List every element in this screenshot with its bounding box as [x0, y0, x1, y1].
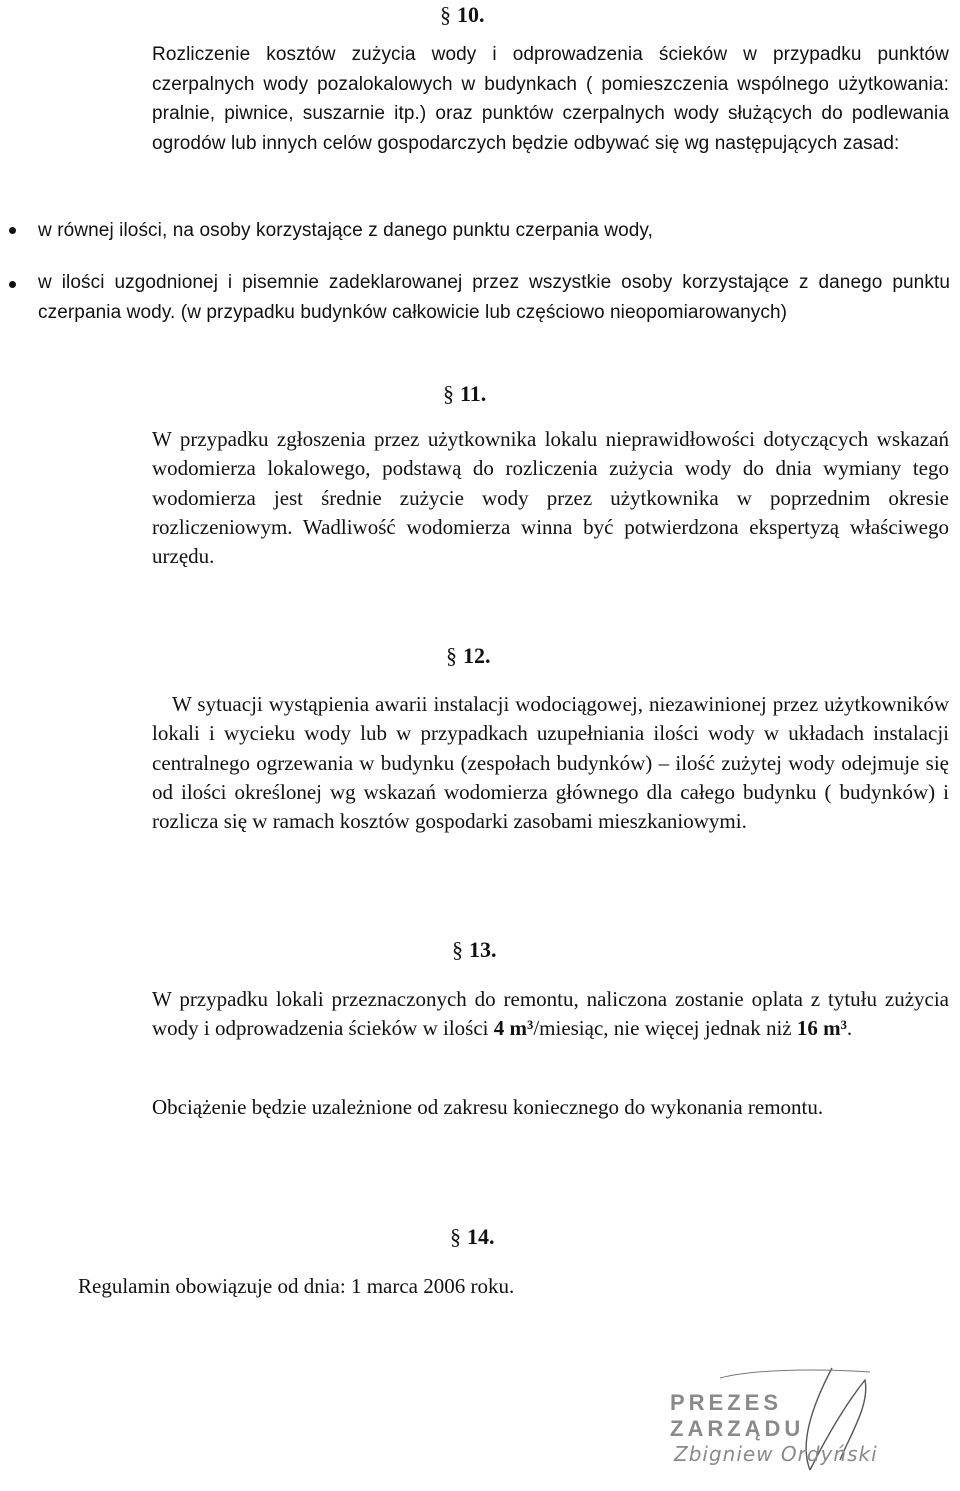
section-number: 11.	[460, 381, 487, 406]
section-12-text: W sytuacji wystąpienia awarii instalacji wodociągowej, niezawinionej przez użytkowników lokali i wycieku wody lub w przypadkach uzupełniania ilości wody w układach instalacji centralnego ogrzewania w budynku (zespołach budynków) – ilość zużytej wody odejmuje się od ilości określonej wg wskazań wodomierza głównego dla całego budynku ( budynków) i rozlicza się w ramach kosztów gospodarki zasobami mieszkaniowymi.	[152, 692, 949, 834]
section-symbol: §	[450, 1224, 461, 1249]
text-run: W przypadku lokali przeznaczonych do remontu, naliczona zostanie oplata z tytułu zużycia wody i odprowadzenia ścieków w ilości	[152, 987, 949, 1041]
text-run: .	[846, 1016, 853, 1041]
section-10-heading	[440, 3, 485, 27]
stamp-name: Zbigniew Ordyński	[674, 1442, 878, 1466]
bold-amount-max: 16 m³	[796, 1016, 847, 1041]
section-14-heading	[450, 1225, 495, 1249]
signature-stamp	[660, 1350, 920, 1480]
bullet-dot	[9, 281, 16, 288]
section-13-text-1	[152, 985, 949, 1044]
section-number: 10.	[457, 2, 485, 27]
section-12-heading	[446, 644, 491, 668]
section-10-bullet-2: w ilości uzgodnionej i pisemnie zadeklarowanej przez wszystkie osoby korzystające z danego punktu czerpania wody. (w przypadku budynków całkowicie lub częściowo nieopomiarowanych)	[38, 272, 950, 323]
section-10-intro: Rozliczenie kosztów zużycia wody i odprowadzenia ścieków w przypadku punktów czerpalnych wody pozalokalowych w budynkach ( pomieszczenia wspólnego użytkowania: pralnie, piwnice, suszarnie itp.) oraz punktów czerpalnych wody służących do podlewania ogrodów lub innych celów gospodarczych będzie odbywać się wg następujących zasad:	[152, 44, 949, 154]
section-symbol: §	[443, 381, 454, 406]
section-13-text-2: Obciążenie będzie uzależnione od zakresu koniecznego do wykonania remontu.	[152, 1095, 824, 1119]
section-symbol: §	[446, 643, 457, 668]
section-symbol: §	[440, 2, 451, 27]
section-number: 12.	[463, 643, 491, 668]
section-symbol: §	[452, 937, 463, 962]
section-14-text: Regulamin obowiązuje od dnia: 1 marca 2006 roku.	[78, 1274, 515, 1298]
bold-amount-monthly: 4 m³	[493, 1016, 534, 1041]
section-11-heading	[443, 382, 486, 406]
section-number: 13.	[469, 937, 497, 962]
section-13-heading	[452, 938, 497, 962]
section-number: 14.	[467, 1224, 495, 1249]
bullet-dot	[9, 227, 16, 234]
section-11-text: W przypadku zgłoszenia przez użytkownika lokalu nieprawidłowości dotyczących wskazań wodomierza lokalowego, podstawą do rozliczenia zużycia wody do dnia wymiany tego wodomierza jest średnie zużycie wody przez użytkownika w poprzednim okresie rozliczeniowym. Wadliwość wodomierza winna być potwierdzona ekspertyzą właściwego urzędu.	[152, 427, 949, 569]
section-10-bullet-1: w równej ilości, na osoby korzystające z danego punktu czerpania wody,	[38, 220, 653, 241]
text-run: /miesiąc, nie więcej jednak niż	[533, 1016, 797, 1041]
stamp-title: PREZES ZARZĄDU	[670, 1390, 805, 1441]
